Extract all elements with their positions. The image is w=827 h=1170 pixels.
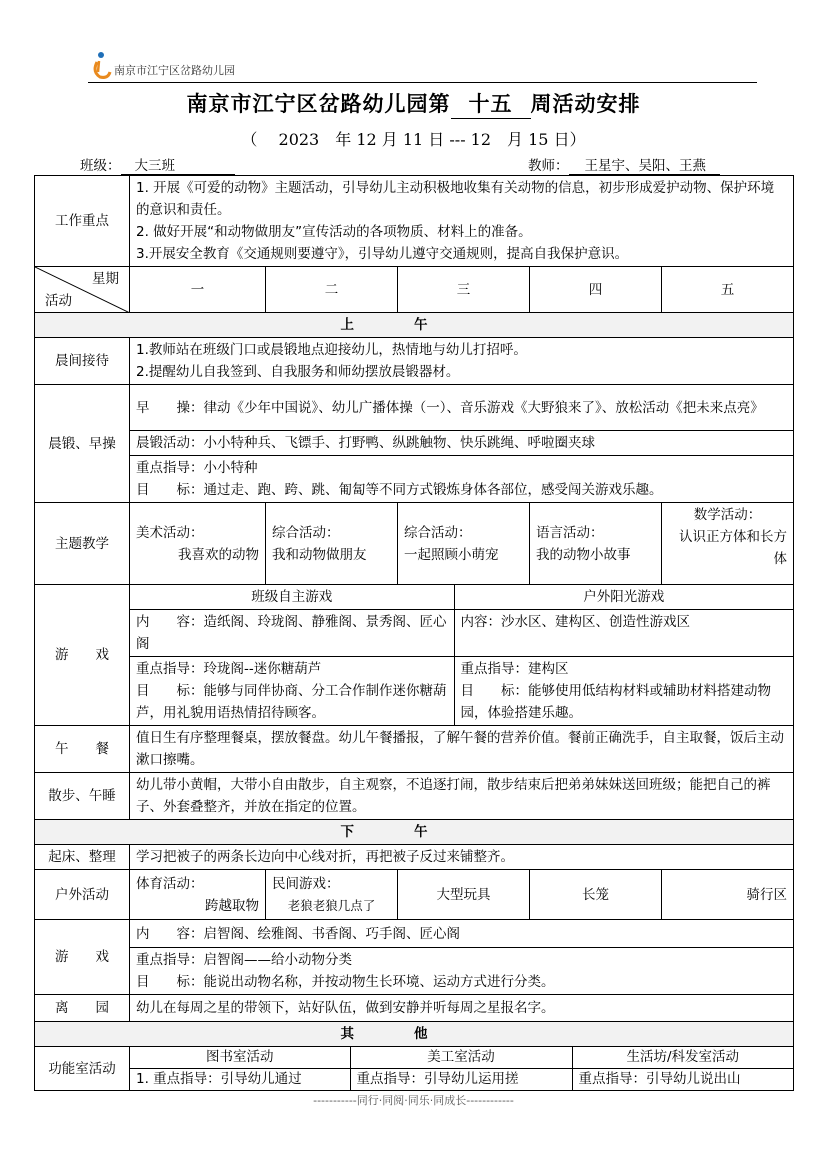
outdoor-name: 跨越取物 — [205, 897, 259, 914]
outdoor-games-goal: 目 标：能够使用低结构材料或辅助材料搭建动物园，体验搭建乐趣。 — [460, 683, 771, 721]
teacher-value: 王星宇、吴阳、王燕 — [569, 154, 721, 175]
section-afternoon: 下午 — [35, 820, 794, 845]
reception-line: 2.提醒幼儿自我签到、自我服务和师幼摆放晨锻器材。 — [136, 364, 460, 380]
reception-line: 1.教师站在班级门口或晨锻地点迎接幼儿，热情地与幼儿打招呼。 — [136, 342, 527, 358]
class-games-content: 内 容：造纸阁、玲珑阁、静雅阁、景秀阁、匠心阁 — [130, 610, 454, 657]
func-head-art: 美工室活动 — [350, 1047, 572, 1069]
header-divider — [88, 82, 757, 83]
wake-content: 学习把被子的两条长边向中心线对折，再把被子反过来铺整齐。 — [130, 845, 794, 870]
theme-name: 我的动物小故事 — [536, 546, 631, 563]
week-number: 十五 — [451, 88, 531, 119]
func-cell-art: 重点指导：引导幼儿运用搓 — [350, 1069, 572, 1091]
class-value: 大三班 — [121, 154, 235, 175]
exercise-row-1 — [35, 385, 794, 431]
exercise-row-2 — [35, 431, 794, 456]
outdoor-item: 骑行区 — [662, 870, 794, 920]
day-wednesday: 三 — [398, 267, 530, 313]
pm-games-key: 重点指导：启智阁——给小动物分类 — [136, 952, 352, 968]
outdoor-name: 老狼老狼几点了 — [287, 897, 376, 913]
reception-label: 晨间接待 — [35, 338, 130, 385]
outdoor-type: 民间游戏： — [272, 875, 340, 892]
theme-item — [662, 503, 794, 585]
leave-content: 幼儿在每周之星的带领下，站好队伍，做到安静并听每周之星报名字。 — [130, 995, 794, 1022]
nap-content: 幼儿带小黄帽，大带小自由散步，自主观察，不追逐打闹，散步结束后把弟弟妹妹送回班级；能把自己的裤子、外套叠整齐，并放在指定的位置。 — [130, 773, 794, 820]
exercise-goal: 目 标：通过走、跑、跨、跳、匍匐等不同方式锻炼身体各部位，感受闯关游戏乐趣。 — [136, 482, 663, 498]
nap-label: 散步、午睡 — [35, 773, 130, 820]
theme-name: 我喜欢的动物 — [178, 546, 259, 563]
outdoor-label: 户外活动 — [35, 870, 130, 920]
section-morning: 上午 — [35, 313, 794, 338]
day-thursday: 四 — [530, 267, 662, 313]
theme-item — [266, 503, 398, 585]
page-title — [0, 88, 827, 119]
outdoor-type: 体育活动： — [136, 875, 204, 892]
focus-content — [130, 176, 794, 267]
pm-games-label: 游 戏 — [35, 920, 130, 995]
reception-row — [35, 338, 794, 385]
outdoor-item: 长笼 — [530, 870, 662, 920]
class-games-key: 重点指导：玲珑阁--迷你糖葫芦 — [136, 661, 322, 677]
exercise-key: 重点指导：小小特种 — [136, 460, 258, 476]
afternoon-section-row — [35, 820, 794, 845]
day-monday: 一 — [130, 267, 266, 313]
pm-games-row-2 — [35, 948, 794, 995]
focus-row — [35, 176, 794, 267]
outdoor-games-key: 重点指导：建构区 — [460, 661, 569, 677]
logo-text: 南京市江宁区岔路幼儿园 — [114, 64, 235, 77]
pm-games-goal: 目 标：能说出动物名称，并按动物生长环境、运动方式进行分类。 — [136, 974, 555, 990]
pm-games-row-1 — [35, 920, 794, 948]
theme-name: 认识正方体和长方体 — [679, 529, 788, 567]
morning-section-row — [35, 313, 794, 338]
class-label: 班级： — [80, 158, 121, 174]
games-inner-table — [130, 585, 793, 725]
outdoor-games-head: 户外阳光游戏 — [454, 585, 793, 610]
weekday-header-label: 星期 — [92, 271, 119, 287]
schedule-table — [34, 175, 794, 1091]
class-games-goal: 目 标：能够与同伴协商、分工合作制作迷你糖葫芦，用礼貌用语热情招待顾客。 — [136, 683, 447, 721]
outdoor-row — [35, 870, 794, 920]
func-row — [35, 1047, 794, 1091]
wake-label: 起床、整理 — [35, 845, 130, 870]
page-footer: -----------同行·同阅·同乐·同成长------------ — [313, 1094, 514, 1107]
leave-row — [35, 995, 794, 1022]
exercise-activity: 晨锻活动：小小特种兵、飞镖手、打野鸭、纵跳触物、快乐跳绳、呼啦圈夹球 — [130, 431, 794, 456]
theme-type: 综合活动： — [404, 524, 472, 541]
date-range: （ 2023 年 12 月 11 日 --- 12 月 15 日） — [241, 130, 586, 149]
theme-name: 一起照顾小萌宠 — [404, 546, 499, 563]
title-suffix: 周活动安排 — [530, 91, 641, 116]
leave-label: 离 园 — [35, 995, 130, 1022]
outdoor-item — [266, 870, 398, 920]
focus-label: 工作重点 — [35, 176, 130, 267]
other-section-row — [35, 1022, 794, 1047]
games-row — [35, 585, 794, 726]
section-other: 其他 — [35, 1022, 794, 1047]
exercise-row-3 — [35, 456, 794, 503]
func-head-life: 生活坊/科发室活动 — [572, 1047, 793, 1069]
activity-header-label: 活动 — [45, 293, 72, 309]
lunch-row — [35, 726, 794, 773]
theme-label: 主题教学 — [35, 503, 130, 585]
class-games-guidance — [130, 657, 454, 726]
lunch-content: 值日生有序整理餐桌，摆放餐盘。幼儿午餐播报，了解午餐的营养价值。餐前正确洗手，自主取餐，饭后主动漱口擦嘴。 — [130, 726, 794, 773]
func-inner-table — [130, 1047, 793, 1090]
outdoor-item — [130, 870, 266, 920]
theme-item — [398, 503, 530, 585]
reception-content — [130, 338, 794, 385]
theme-item — [130, 503, 266, 585]
focus-line: 3.开展安全教育《交通规则要遵守》，引导幼儿遵守交通规则，提高自我保护意识。 — [136, 246, 629, 262]
exercise-morning: 早 操：律动《少年中国说》、幼儿广播体操（一）、音乐游戏《大野狼来了》、放松活动《把未来点亮》 — [130, 385, 794, 431]
theme-type: 数学活动： — [693, 507, 762, 523]
focus-line: 2. 做好开展“和动物做朋友”宣传活动的各项物质、材料上的准备。 — [136, 224, 532, 240]
title-prefix: 南京市江宁区岔路幼儿园第 — [186, 91, 451, 116]
theme-type: 美术活动： — [136, 524, 204, 541]
teacher-info — [528, 154, 720, 175]
theme-name: 我和动物做朋友 — [272, 546, 367, 563]
theme-type: 语言活动： — [536, 524, 604, 541]
func-cell-life: 重点指导：引导幼儿说出山 — [572, 1069, 793, 1091]
exercise-guidance — [130, 456, 794, 503]
weekday-diagonal-header — [35, 267, 130, 313]
func-head-library: 图书室活动 — [130, 1047, 350, 1069]
focus-line: 1. 开展《可爱的动物》主题活动，引导幼儿主动积极地收集有关动物的信息，初步形成爱护动物、保护环境的意识和责任。 — [136, 180, 775, 218]
theme-item — [530, 503, 662, 585]
exercise-label: 晨锻、早操 — [35, 385, 130, 503]
wake-row — [35, 845, 794, 870]
nap-row — [35, 773, 794, 820]
theme-type: 综合活动： — [272, 524, 340, 541]
outdoor-games-content: 内容：沙水区、建构区、创造性游戏区 — [454, 610, 793, 657]
pm-games-content: 内 容：启智阁、绘雅阁、书香阁、巧手阁、匠心阁 — [130, 920, 794, 948]
pm-games-guidance — [130, 948, 794, 995]
games-content — [130, 585, 794, 726]
lunch-label: 午 餐 — [35, 726, 130, 773]
theme-row — [35, 503, 794, 585]
func-cell-library: 1. 重点指导：引导幼儿通过 — [130, 1069, 350, 1091]
outdoor-item: 大型玩具 — [398, 870, 530, 920]
class-info — [80, 154, 235, 175]
games-label: 游 戏 — [35, 585, 130, 726]
teacher-label: 教师： — [528, 158, 569, 174]
day-friday: 五 — [662, 267, 794, 313]
func-label: 功能室活动 — [35, 1047, 130, 1091]
class-games-head: 班级自主游戏 — [130, 585, 454, 610]
weekday-header-row — [35, 267, 794, 313]
func-content — [130, 1047, 794, 1091]
school-logo — [88, 48, 235, 80]
logo-icon — [88, 50, 112, 80]
outdoor-games-guidance — [454, 657, 793, 726]
day-tuesday: 二 — [266, 267, 398, 313]
